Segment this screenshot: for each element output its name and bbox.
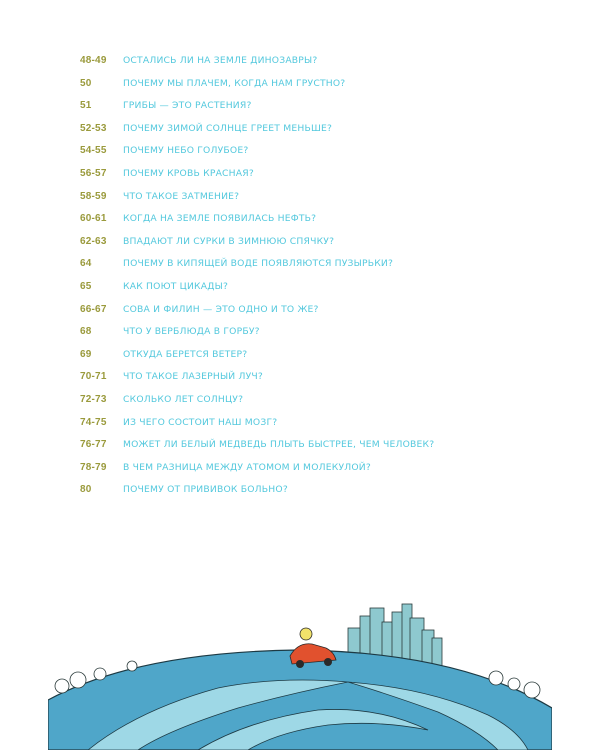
toc-title: ПОЧЕМУ МЫ ПЛАЧЕМ, КОГДА НАМ ГРУСТНО? <box>123 77 346 89</box>
toc-page-number: 62-63 <box>80 235 107 247</box>
toc-entry[interactable] <box>80 349 500 372</box>
table-of-contents <box>80 55 500 507</box>
toc-page-number: 50 <box>80 77 92 89</box>
toc-title: ИЗ ЧЕГО СОСТОИТ НАШ МОЗГ? <box>123 416 278 428</box>
toc-title: КОГДА НА ЗЕМЛЕ ПОЯВИЛАСЬ НЕФТЬ? <box>123 213 317 225</box>
toc-page-number: 66-67 <box>80 303 107 315</box>
toc-entry[interactable] <box>80 100 500 123</box>
toc-entry[interactable] <box>80 236 500 259</box>
toc-entry[interactable] <box>80 123 500 146</box>
toc-entry[interactable] <box>80 78 500 101</box>
toc-title: ВПАДАЮТ ЛИ СУРКИ В ЗИМНЮЮ СПЯЧКУ? <box>123 235 335 247</box>
toc-title: ЧТО У ВЕРБЛЮДА В ГОРБУ? <box>123 326 260 338</box>
toc-title: ОСТАЛИСЬ ЛИ НА ЗЕМЛЕ ДИНОЗАВРЫ? <box>123 55 318 66</box>
toc-page-number: 58-59 <box>80 190 107 202</box>
toc-page-number: 72-73 <box>80 393 107 405</box>
toc-page-number: 48-49 <box>80 55 107 66</box>
toc-entry[interactable] <box>80 55 500 78</box>
toc-entry[interactable] <box>80 304 500 327</box>
toc-page-number: 52-53 <box>80 122 107 134</box>
toc-title: ЧТО ТАКОЕ ЛАЗЕРНЫЙ ЛУЧ? <box>123 371 263 383</box>
toc-title: В ЧЕМ РАЗНИЦА МЕЖДУ АТОМОМ И МОЛЕКУЛОЙ? <box>123 461 371 473</box>
toc-entry[interactable] <box>80 326 500 349</box>
toc-title: ПОЧЕМУ ЗИМОЙ СОЛНЦЕ ГРЕЕТ МЕНЬШЕ? <box>123 122 333 134</box>
toc-entry[interactable] <box>80 258 500 281</box>
toc-page-number: 51 <box>80 100 92 112</box>
toc-entry[interactable] <box>80 145 500 168</box>
toc-entry[interactable] <box>80 371 500 394</box>
toc-title: МОЖЕТ ЛИ БЕЛЫЙ МЕДВЕДЬ ПЛЫТЬ БЫСТРЕЕ, ЧЕМ ЧЕЛОВЕК? <box>123 439 435 451</box>
toc-page-number: 70-71 <box>80 371 107 383</box>
toc-entry[interactable] <box>80 281 500 304</box>
toc-entry[interactable] <box>80 439 500 462</box>
toc-page-number: 74-75 <box>80 416 107 428</box>
toc-page-number: 56-57 <box>80 167 107 179</box>
toc-entry[interactable] <box>80 394 500 417</box>
toc-title: ОТКУДА БЕРЕТСЯ ВЕТЕР? <box>123 348 248 360</box>
toc-page-number: 60-61 <box>80 213 107 225</box>
toc-page-number: 68 <box>80 326 92 338</box>
toc-entry[interactable] <box>80 168 500 191</box>
toc-page-number: 65 <box>80 280 92 292</box>
globe-illustration <box>48 590 552 750</box>
toc-page-number: 69 <box>80 348 92 360</box>
toc-entry[interactable] <box>80 213 500 236</box>
toc-title: ПОЧЕМУ НЕБО ГОЛУБОЕ? <box>123 145 249 157</box>
toc-title: СКОЛЬКО ЛЕТ СОЛНЦУ? <box>123 393 244 405</box>
toc-title: СОВА И ФИЛИН — ЭТО ОДНО И ТО ЖЕ? <box>123 303 319 315</box>
toc-page-number: 78-79 <box>80 461 107 473</box>
car-icon <box>290 628 336 668</box>
toc-page-number: 64 <box>80 258 92 270</box>
toc-title: ПОЧЕМУ ОТ ПРИВИВОК БОЛЬНО? <box>123 484 288 496</box>
toc-page-number: 80 <box>80 484 92 496</box>
toc-entry[interactable] <box>80 484 500 507</box>
toc-page-number: 54-55 <box>80 145 107 157</box>
toc-entry[interactable] <box>80 462 500 485</box>
toc-entry[interactable] <box>80 417 500 440</box>
toc-title: ПОЧЕМУ В КИПЯЩЕЙ ВОДЕ ПОЯВЛЯЮТСЯ ПУЗЫРЬКИ? <box>123 258 394 270</box>
toc-title: КАК ПОЮТ ЦИКАДЫ? <box>123 280 229 292</box>
toc-title: ЧТО ТАКОЕ ЗАТМЕНИЕ? <box>123 190 240 202</box>
toc-entry[interactable] <box>80 191 500 214</box>
toc-title: ГРИБЫ — ЭТО РАСТЕНИЯ? <box>123 100 252 112</box>
toc-page-number: 76-77 <box>80 439 107 451</box>
toc-title: ПОЧЕМУ КРОВЬ КРАСНАЯ? <box>123 167 254 179</box>
